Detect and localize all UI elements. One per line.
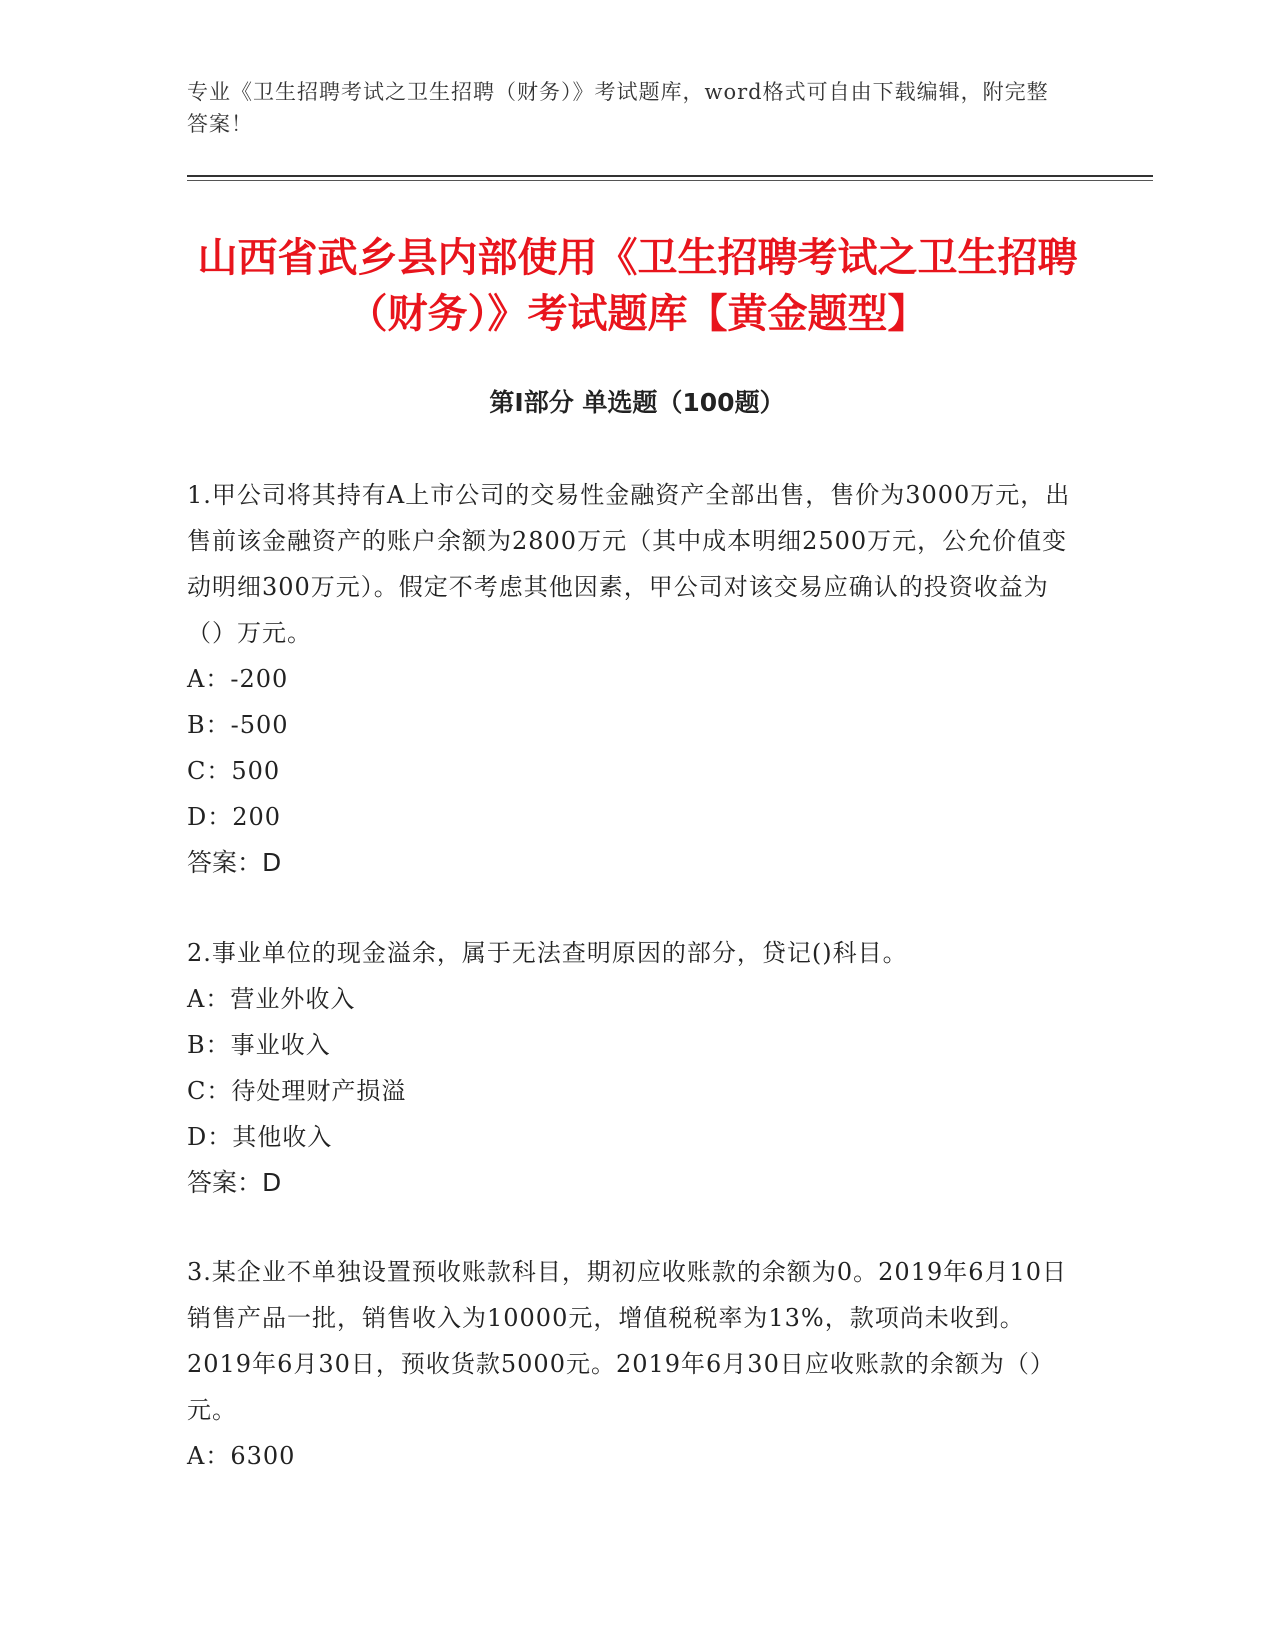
option-b: B：-500 bbox=[187, 711, 289, 739]
question-3 bbox=[187, 1249, 1077, 1479]
document-title: 山西省武乡县内部使用《卫生招聘考试之卫生招聘（财务）》考试题库【黄金题型】 bbox=[197, 235, 1078, 337]
question-stem: 1.甲公司将其持有A上市公司的交易性金融资产全部出售，售价为3000万元，出售前该金融资产的账户余额为2800万元（其中成本明细2500万元，公允价值变动明细300万元）。假定不考虑其他因素，甲公司对该交易应确认的投资收益为（）万元。 bbox=[187, 481, 1071, 647]
header-note: 专业《卫生招聘考试之卫生招聘（财务）》考试题库，word格式可自由下载编辑，附完整答案！ bbox=[187, 80, 1049, 136]
answer: 答案：D bbox=[187, 848, 282, 877]
question-1 bbox=[187, 472, 1077, 886]
option-b: B：事业收入 bbox=[187, 1031, 331, 1059]
option-a: A：-200 bbox=[187, 665, 289, 693]
option-a: A：6300 bbox=[187, 1442, 296, 1470]
question-stem: 3.某企业不单独设置预收账款科目，期初应收账款的余额为0。2019年6月10日销售产品一批，销售收入为10000元，增值税税率为13%，款项尚未收到。2019年6月30日，预收货款5000元。2019年6月30日应收账款的余额为（）元。 bbox=[187, 1258, 1068, 1424]
option-a: A：营业外收入 bbox=[187, 985, 356, 1013]
section-heading: 第I部分 单选题（100题） bbox=[489, 388, 785, 417]
option-c: C：待处理财产损溢 bbox=[187, 1077, 407, 1105]
answer: 答案：D bbox=[187, 1168, 282, 1197]
question-stem: 2.事业单位的现金溢余，属于无法查明原因的部分，贷记()科目。 bbox=[187, 939, 908, 967]
question-2 bbox=[187, 930, 1077, 1206]
option-d: D：其他收入 bbox=[187, 1123, 333, 1151]
header-divider bbox=[187, 175, 1153, 181]
option-d: D：200 bbox=[187, 803, 282, 831]
option-c: C：500 bbox=[187, 757, 281, 785]
